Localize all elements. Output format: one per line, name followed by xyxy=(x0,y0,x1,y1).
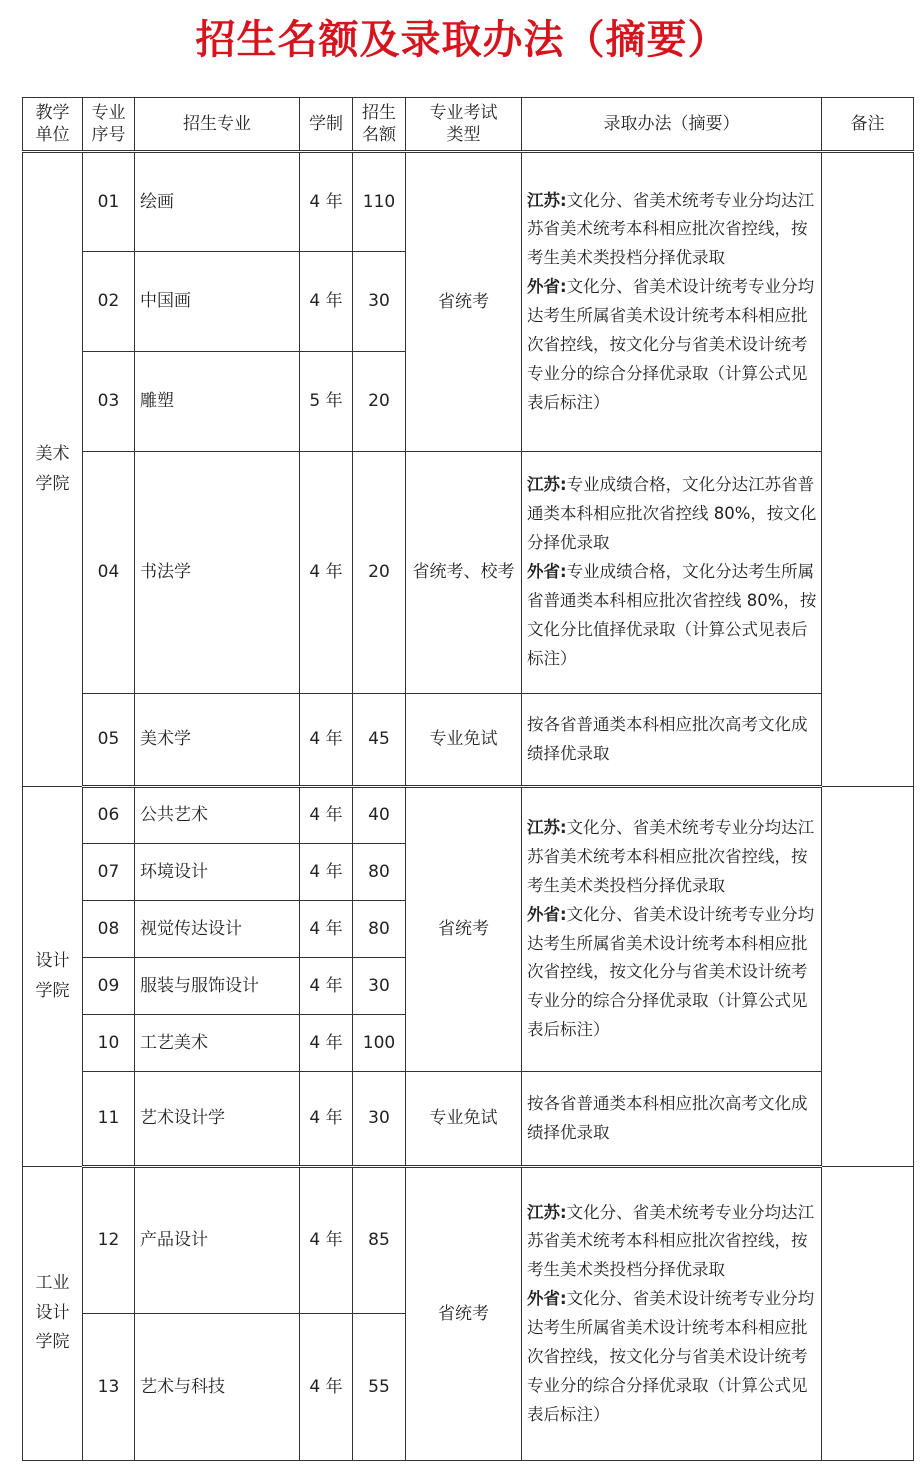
duration-cell: 4 年 xyxy=(300,844,353,901)
seq-cell: 11 xyxy=(83,1072,135,1167)
duration-cell: 4 年 xyxy=(300,152,353,252)
duration-cell: 4 年 xyxy=(300,1167,353,1314)
seq-cell: 05 xyxy=(83,694,135,787)
unit-fine-arts: 美术 学院 xyxy=(23,152,83,787)
quota-cell: 55 xyxy=(353,1314,406,1461)
major-cell: 雕塑 xyxy=(135,352,300,452)
method-cell: 江苏:专业成绩合格，文化分达江苏省普通类本科相应批次省控线 80%，按文化分择优录取 外省:专业成绩合格，文化分达考生所属省普通类本科相应批次省控线 80%，按文化分比值择优录取（计算公式见表后标注） xyxy=(522,452,822,694)
remark-cell xyxy=(822,1167,914,1461)
table-row xyxy=(23,1167,914,1314)
major-cell: 艺术与科技 xyxy=(135,1314,300,1461)
duration-cell: 4 年 xyxy=(300,452,353,694)
quota-cell: 80 xyxy=(353,901,406,958)
method-cell: 江苏:文化分、省美术统考专业分均达江苏省美术统考本科相应批次省控线，按考生美术类投档分择优录取 外省:文化分、省美术设计统考专业分均达考生所属省美术设计统考本科相应批次省控线，按文化分与省美术设计统考专业分的综合分择优录取（计算公式见表后标注） xyxy=(522,787,822,1072)
duration-cell: 4 年 xyxy=(300,1314,353,1461)
header-quota: 招生 名额 xyxy=(353,98,406,152)
header-row xyxy=(23,98,914,152)
quota-cell: 30 xyxy=(353,1072,406,1167)
duration-cell: 4 年 xyxy=(300,1072,353,1167)
major-cell: 服装与服饰设计 xyxy=(135,958,300,1015)
header-exam: 专业考试 类型 xyxy=(406,98,522,152)
quota-cell: 80 xyxy=(353,844,406,901)
seq-cell: 09 xyxy=(83,958,135,1015)
major-cell: 产品设计 xyxy=(135,1167,300,1314)
duration-cell: 4 年 xyxy=(300,694,353,787)
exam-type-cell: 专业免试 xyxy=(406,1072,522,1167)
table-row xyxy=(23,152,914,252)
table-row xyxy=(23,787,914,844)
duration-cell: 4 年 xyxy=(300,787,353,844)
method-cell: 按各省普通类本科相应批次高考文化成绩择优录取 xyxy=(522,1072,822,1167)
exam-type-cell: 省统考 xyxy=(406,787,522,1072)
page-title: 招生名额及录取办法（摘要） xyxy=(195,16,729,63)
method-cell: 江苏:文化分、省美术统考专业分均达江苏省美术统考本科相应批次省控线，按考生美术类投档分择优录取 外省:文化分、省美术设计统考专业分均达考生所属省美术设计统考本科相应批次省控线，按文化分与省美术设计统考专业分的综合分择优录取（计算公式见表后标注） xyxy=(522,1167,822,1461)
quota-cell: 20 xyxy=(353,352,406,452)
major-cell: 书法学 xyxy=(135,452,300,694)
table-row xyxy=(23,452,914,694)
unit-industrial-design: 工业 设计 学院 xyxy=(23,1167,83,1461)
major-cell: 工艺美术 xyxy=(135,1015,300,1072)
seq-cell: 04 xyxy=(83,452,135,694)
duration-cell: 5 年 xyxy=(300,352,353,452)
major-cell: 环境设计 xyxy=(135,844,300,901)
seq-cell: 13 xyxy=(83,1314,135,1461)
seq-cell: 01 xyxy=(83,152,135,252)
remark-cell xyxy=(822,787,914,1167)
header-remark: 备注 xyxy=(822,98,914,152)
major-cell: 中国画 xyxy=(135,252,300,352)
major-cell: 美术学 xyxy=(135,694,300,787)
major-cell: 视觉传达设计 xyxy=(135,901,300,958)
exam-type-cell: 专业免试 xyxy=(406,694,522,787)
header-method: 录取办法（摘要） xyxy=(522,98,822,152)
seq-cell: 08 xyxy=(83,901,135,958)
header-major: 招生专业 xyxy=(135,98,300,152)
header-seq: 专业 序号 xyxy=(83,98,135,152)
quota-cell: 100 xyxy=(353,1015,406,1072)
major-cell: 艺术设计学 xyxy=(135,1072,300,1167)
header-unit: 教学 单位 xyxy=(23,98,83,152)
method-cell: 按各省普通类本科相应批次高考文化成绩择优录取 xyxy=(522,694,822,787)
method-cell: 江苏:文化分、省美术统考专业分均达江苏省美术统考本科相应批次省控线，按考生美术类投档分择优录取 外省:文化分、省美术设计统考专业分均达考生所属省美术设计统考本科相应批次省控线，按文化分与省美术设计统考专业分的综合分择优录取（计算公式见表后标注） xyxy=(522,152,822,452)
seq-cell: 12 xyxy=(83,1167,135,1314)
unit-design: 设计 学院 xyxy=(23,787,83,1167)
seq-cell: 07 xyxy=(83,844,135,901)
duration-cell: 4 年 xyxy=(300,901,353,958)
remark-cell xyxy=(822,152,914,787)
table-row xyxy=(23,1072,914,1167)
exam-type-cell: 省统考 xyxy=(406,1167,522,1461)
quota-cell: 20 xyxy=(353,452,406,694)
major-cell: 绘画 xyxy=(135,152,300,252)
table-row xyxy=(23,694,914,787)
exam-type-cell: 省统考、校考 xyxy=(406,452,522,694)
duration-cell: 4 年 xyxy=(300,958,353,1015)
seq-cell: 02 xyxy=(83,252,135,352)
quota-cell: 40 xyxy=(353,787,406,844)
quota-cell: 30 xyxy=(353,958,406,1015)
quota-cell: 110 xyxy=(353,152,406,252)
duration-cell: 4 年 xyxy=(300,252,353,352)
admission-table xyxy=(22,97,914,1461)
exam-type-cell: 省统考 xyxy=(406,152,522,452)
duration-cell: 4 年 xyxy=(300,1015,353,1072)
seq-cell: 03 xyxy=(83,352,135,452)
quota-cell: 85 xyxy=(353,1167,406,1314)
seq-cell: 06 xyxy=(83,787,135,844)
quota-cell: 30 xyxy=(353,252,406,352)
seq-cell: 10 xyxy=(83,1015,135,1072)
major-cell: 公共艺术 xyxy=(135,787,300,844)
quota-cell: 45 xyxy=(353,694,406,787)
header-duration: 学制 xyxy=(300,98,353,152)
